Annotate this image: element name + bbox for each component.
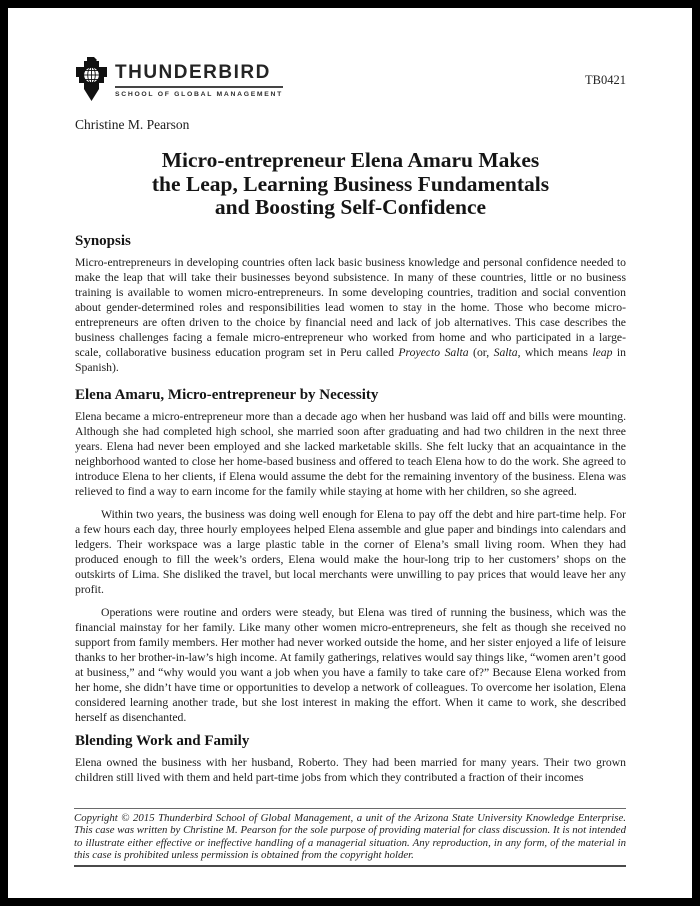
blending-heading: Blending Work and Family	[75, 732, 250, 749]
synopsis-paragraph: Micro-entrepreneurs in developing countries often lack basic business knowledge and personal confidence needed to make the leap that will take their businesses beyond subsistence. In many of these countries, little or no business training is available to women micro-entrepreneurs. In some developing countries, tradition and social convention about gender-determined roles and responsibilities lead women to stay in the home. Those who become micro-entrepreneurs are often driven to the choice by financial need and lack of job alternatives. This case describes the business challenges facing a female micro-entrepreneur who worked from home and who participated in a large-scale, collaborative business education program set in Peru called Proyecto Salta (or, Salta, which means leap in Spanish).	[75, 255, 626, 374]
italic-leap: leap	[592, 345, 613, 359]
synopsis-heading: Synopsis	[75, 232, 131, 249]
page-title	[75, 149, 626, 220]
brand-wordmark	[115, 57, 283, 98]
necessity-paragraph-1: Elena became a micro-entrepreneur more than a decade ago when her husband was laid off and bills were mounting. Although she had completed high school, she married soon after graduating and had two children in the next three years. Elena had never been employed and she lacked marketable skills. She felt lucky that an acquaintance in the neighborhood wanted to close her home-based business and offered to teach Elena how to do the work. She agreed to introduce Elena to her clients, if Elena would assume the debt for the remaining inventory of the business. Elena was relieved to find a way to earn income for the family while staying at home with her children, so she agreed.	[75, 409, 626, 498]
brand-tagline: SCHOOL OF GLOBAL MANAGEMENT	[115, 91, 283, 98]
page-content	[8, 8, 692, 785]
necessity-paragraph-2: Within two years, the business was doing well enough for Elena to pay off the debt and hire part-time help. For a few hours each day, three hourly employees helped Elena assemble and glue paper and bindings into calendars and ledgers. Their workspace was a large plastic table in the corner of Elena’s small living room. When they had produced enough to fill the week’s orders, Elena would make the hour-long trip to her customers’ shops on the outskirts of Lima. She disliked the travel, but local merchants were unwilling to pay prices that would leave her any profit.	[75, 507, 626, 596]
author-name: Christine M. Pearson	[75, 117, 190, 132]
necessity-heading: Elena Amaru, Micro-entrepreneur by Necessity	[75, 386, 379, 403]
copyright-footer	[74, 808, 626, 867]
synopsis-text: Micro-entrepreneurs in developing countries often lack basic business knowledge and personal confidence needed to make the leap that will take their businesses beyond subsistence. In many of these countries, little or no business training is available to women micro-entrepreneurs. In some developing countries, tradition and social convention about gender-determined roles and responsibilities lead women to stay in the home. Those who become micro-entrepreneurs are often driven to the choice by financial need and lack of job alternatives. This case describes the business challenges facing a female micro-entrepreneur who worked from home and who participated in a large-scale, collaborative business education program set in Peru called	[75, 255, 626, 359]
footer-bottom-rule	[74, 865, 626, 867]
copyright-text: Copyright © 2015 Thunderbird School of Global Management, a unit of the Arizona State University Knowledge Enterprise. This case was written by Christine M. Pearson for the sole purpose of providing material for class discussion. It is not intended to illustrate either effective or ineffective handling of a managerial situation. Any reproduction, in any form, of the material in this case is prohibited unless permission is obtained from the copyright holder.	[74, 812, 626, 862]
title-line-3: and Boosting Self-Confidence	[214, 195, 487, 219]
blending-paragraph-1: Elena owned the business with her husband, Roberto. They had been married for many years. Their two grown children still lived with them and held part-time jobs from which they contributed a fraction of their incomes	[75, 755, 626, 784]
title-line-1: Micro-entrepreneur Elena Amaru Makes	[161, 148, 540, 172]
header	[75, 57, 626, 102]
italic-salta: Salta	[493, 345, 518, 359]
thunderbird-globe-emblem-icon	[75, 57, 108, 102]
footer-top-rule	[74, 808, 626, 809]
document-number: TB0421	[585, 73, 626, 87]
necessity-paragraph-3: Operations were routine and orders were steady, but Elena was tired of running the business, which was the financial mainstay for her family. Like many other women micro-entrepreneurs, she felt as though she received no support from family members. Her mother had never worked outside the home, and her sister enjoyed a life of leisure thanks to her brother-in-law’s high income. At family gatherings, relatives would say things like, “women aren’t good at business,” and “why would you want a job when you have a family to take care of?” Because Elena worked from her home, she didn’t have time or opportunities to develop a network of colleagues. To overcome her isolation, Elena considered learning another trade, but she lost interest in making the effort. When it came to work, she described herself as disenchanted.	[75, 605, 627, 724]
brand-name: THUNDERBIRD	[115, 63, 283, 88]
title-line-2: the Leap, Learning Business Fundamentals	[151, 171, 550, 196]
italic-proyecto-salta: Proyecto Salta	[398, 345, 469, 359]
